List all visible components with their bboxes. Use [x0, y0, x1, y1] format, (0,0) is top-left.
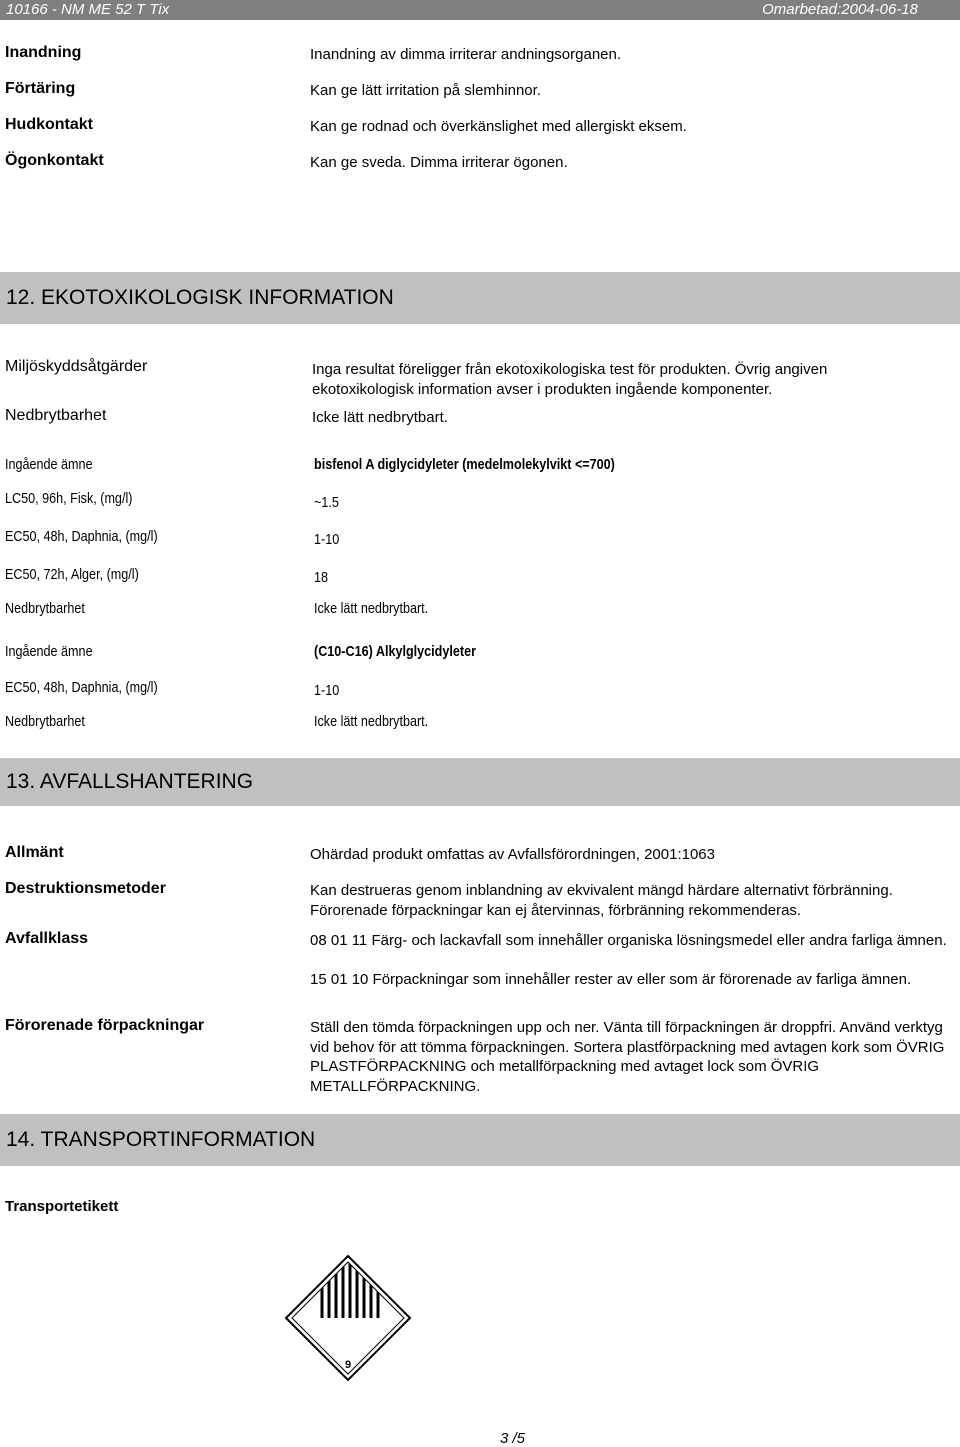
document-header	[0, 0, 960, 20]
tox-value: 18	[314, 569, 329, 586]
tox-label: Nedbrytbarhet	[5, 600, 85, 617]
miljo-value: Inga resultat föreligger från ekotoxikologiska test för produkten. Övrig angiven ekotoxikologisk information avser i produkten ingående komponenter.	[312, 361, 828, 398]
section-12-header	[0, 272, 960, 324]
tox-value: Icke lätt nedbrytbart.	[314, 600, 429, 617]
document-id: 10166 - NM ME 52 T Tix	[6, 1, 170, 18]
tox-label: EC50, 48h, Daphnia, (mg/l)	[5, 528, 158, 545]
exposure-label: Inandning	[5, 44, 82, 61]
section-12-title: 12. EKOTOXIKOLOGISK INFORMATION	[6, 286, 394, 309]
tox-label: LC50, 96h, Fisk, (mg/l)	[5, 490, 133, 507]
section-14-title: 14. TRANSPORTINFORMATION	[6, 1128, 316, 1151]
waste-value: 08 01 11 Färg- och lackavfall som innehåller organiska lösningsmedel eller andra farliga ämnen.	[310, 932, 947, 949]
waste-label: Allmänt	[5, 844, 64, 861]
waste-value: Ställ den tömda förpackningen upp och ner. Vänta till förpackningen är droppfri. Använd verktyg vid behov för att tömma förpackningen. Sortera plastförpackning med avtagen kork som ÖVRIG PLASTFÖRPACKNING och metallförpackning med avtaget lock som ÖVRIG METALLFÖRPACKNING.	[310, 1019, 945, 1095]
exposure-label: Förtäring	[5, 80, 76, 97]
tox-value: 1-10	[314, 531, 340, 548]
section-13-title: 13. AVFALLSHANTERING	[6, 770, 254, 793]
exposure-value: Kan ge rodnad och överkänslighet med allergiskt eksem.	[310, 118, 687, 135]
waste-label: Destruktionsmetoder	[5, 880, 166, 897]
waste-value: Ohärdad produkt omfattas av Avfallsförordningen, 2001:1063	[310, 846, 715, 863]
tox-value: Icke lätt nedbrytbart.	[314, 713, 429, 730]
component-name: (C10-C16) Alkylglycidyleter	[314, 643, 477, 660]
tox-label: EC50, 48h, Daphnia, (mg/l)	[5, 679, 158, 696]
page-number: 3 /5	[500, 1430, 526, 1447]
tox-value: ~1.5	[314, 494, 339, 511]
component-label: Ingående ämne	[5, 643, 93, 660]
hazard-class-number: 9	[344, 1359, 352, 1371]
waste-label: Förorenade förpackningar	[5, 1017, 205, 1034]
transport-label: Transportetikett	[5, 1198, 119, 1215]
tox-label: Nedbrytbarhet	[5, 713, 85, 730]
hazard-class-9-icon	[282, 1252, 414, 1384]
waste-value-2: 15 01 10 Förpackningar som innehåller rester av eller som är förorenade av farliga ämnen.	[310, 971, 912, 988]
exposure-value: Kan ge sveda. Dimma irriterar ögonen.	[310, 154, 568, 171]
exposure-value: Inandning av dimma irriterar andningsorganen.	[310, 46, 622, 63]
nedbryt-value: Icke lätt nedbrytbart.	[312, 409, 448, 426]
exposure-label: Hudkontakt	[5, 116, 93, 133]
component-label: Ingående ämne	[5, 456, 93, 473]
waste-value: Kan destrueras genom inblandning av ekvivalent mängd härdare alternativt förbränning. Förorenade förpackningar kan ej återvinnas, förbränning rekommenderas.	[310, 882, 893, 919]
exposure-label: Ögonkontakt	[5, 152, 104, 169]
waste-label: Avfallklass	[5, 930, 89, 947]
nedbryt-label: Nedbrytbarhet	[5, 407, 107, 424]
exposure-value: Kan ge lätt irritation på slemhinnor.	[310, 82, 541, 99]
component-name: bisfenol A diglycidyleter (medelmolekylvikt <=700)	[314, 456, 615, 473]
tox-value: 1-10	[314, 682, 340, 699]
section-14-header	[0, 1114, 960, 1166]
revision-date: Omarbetad:2004-06-18	[762, 1, 918, 18]
tox-label: EC50, 72h, Alger, (mg/l)	[5, 566, 139, 583]
miljo-label: Miljöskyddsåtgärder	[5, 358, 148, 375]
section-13-header	[0, 758, 960, 806]
